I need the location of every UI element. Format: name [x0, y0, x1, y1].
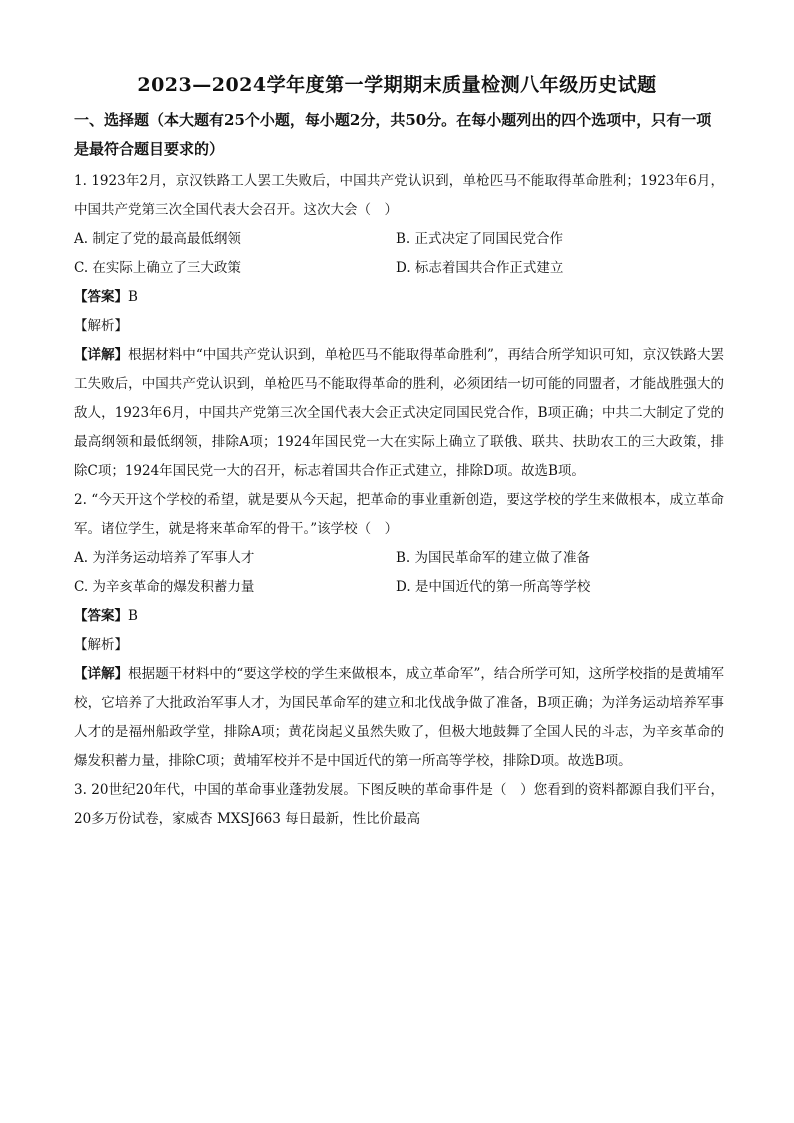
- detail-text: 根据题干材料中的“要这学校的学生来做根本，成立革命军”，结合所学可知，这所学校指的是黄埔军校，它培养了大批政治军事人才，为国民革命军的建立和北伐战争做了准备，B项正确；为洋务运动培养军事人才的是福州船政学堂，排除A项；黄花岗起义虽然失败了，但极大地鼓舞了全国人民的斗志，为辛亥革命的爆发积蓄力量，排除C项；黄埔军校并不是中国近代的第一所高等学校，排除D项。故选B项。: [74, 666, 724, 769]
- option-d: D. 标志着国共合作正式建立: [396, 260, 564, 276]
- options-list: [74, 225, 724, 283]
- detail-tag: 【详解】: [74, 347, 129, 363]
- page-title: 2023—2024学年度第一学期期末质量检测八年级历史试题: [137, 74, 657, 96]
- option-c: C. 为辛亥革命的爆发积蓄力量: [74, 579, 255, 595]
- section-heading: 一、选择题（本大题有25个小题，每小题2分，共50分。在每小题列出的四个选项中，只有一项是最符合题目要求的）: [74, 111, 712, 158]
- questions-body: [74, 167, 724, 834]
- detail-paragraph: [74, 660, 724, 776]
- answer-line: [74, 602, 724, 631]
- option-c: C. 在实际上确立了三大政策: [74, 260, 241, 276]
- question-stem: 3. 20世纪20年代，中国的革命事业蓬勃发展。下图反映的革命事件是（ ）您看到的资料都源自我们平台，20多万份试卷，家威杏 MXSJ663 每日最新，性比价最高: [74, 782, 724, 827]
- answer-value: B: [128, 608, 138, 624]
- option-b: B. 为国民革命军的建立做了准备: [396, 550, 591, 566]
- analysis-tag: 【解析】: [74, 637, 128, 653]
- answer-line: [74, 283, 724, 312]
- analysis-tag: 【解析】: [74, 318, 128, 334]
- question-stem: 2. “今天开这个学校的希望，就是要从今天起，把革命的事业重新创造，要这学校的学生来做根本，成立革命军。诸位学生，就是将来革命军的骨干。”该学校（ ）: [74, 492, 724, 537]
- option-a: A. 为洋务运动培养了军事人才: [74, 550, 255, 566]
- detail-tag: 【详解】: [74, 666, 129, 682]
- option-a: A. 制定了党的最高最低纲领: [74, 231, 241, 247]
- options-list: [74, 544, 724, 602]
- option-d: D. 是中国近代的第一所高等学校: [396, 579, 591, 595]
- answer-tag: 【答案】: [74, 289, 128, 305]
- detail-paragraph: [74, 341, 724, 486]
- option-b: B. 正式决定了同国民党合作: [396, 231, 564, 247]
- detail-text: 根据材料中“中国共产党认识到，单枪匹马不能取得革命胜利”，再结合所学知识可知，京汉铁路大罢工失败后，中国共产党认识到，单枪匹马不能取得革命的胜利，必须团结一切可能的同盟者，才能战胜强大的敌人，1923年6月，中国共产党第三次全国代表大会正式决定同国民党合作，B项正确；中共二大制定了党的最高纲领和最低纲领，排除A项；1924年国民党一大在实际上确立了联俄、联共、扶助农工的三大政策，排除C项；1924年国民党一大的召开，标志着国共合作正式建立，排除D项。故选B项。: [74, 347, 724, 479]
- question-stem: 1. 1923年2月，京汉铁路工人罢工失败后，中国共产党认识到，单枪匹马不能取得革命胜利；1923年6月，中国共产党第三次全国代表大会召开。这次大会（ ）: [74, 173, 724, 218]
- answer-value: B: [128, 289, 138, 305]
- answer-tag: 【答案】: [74, 608, 128, 624]
